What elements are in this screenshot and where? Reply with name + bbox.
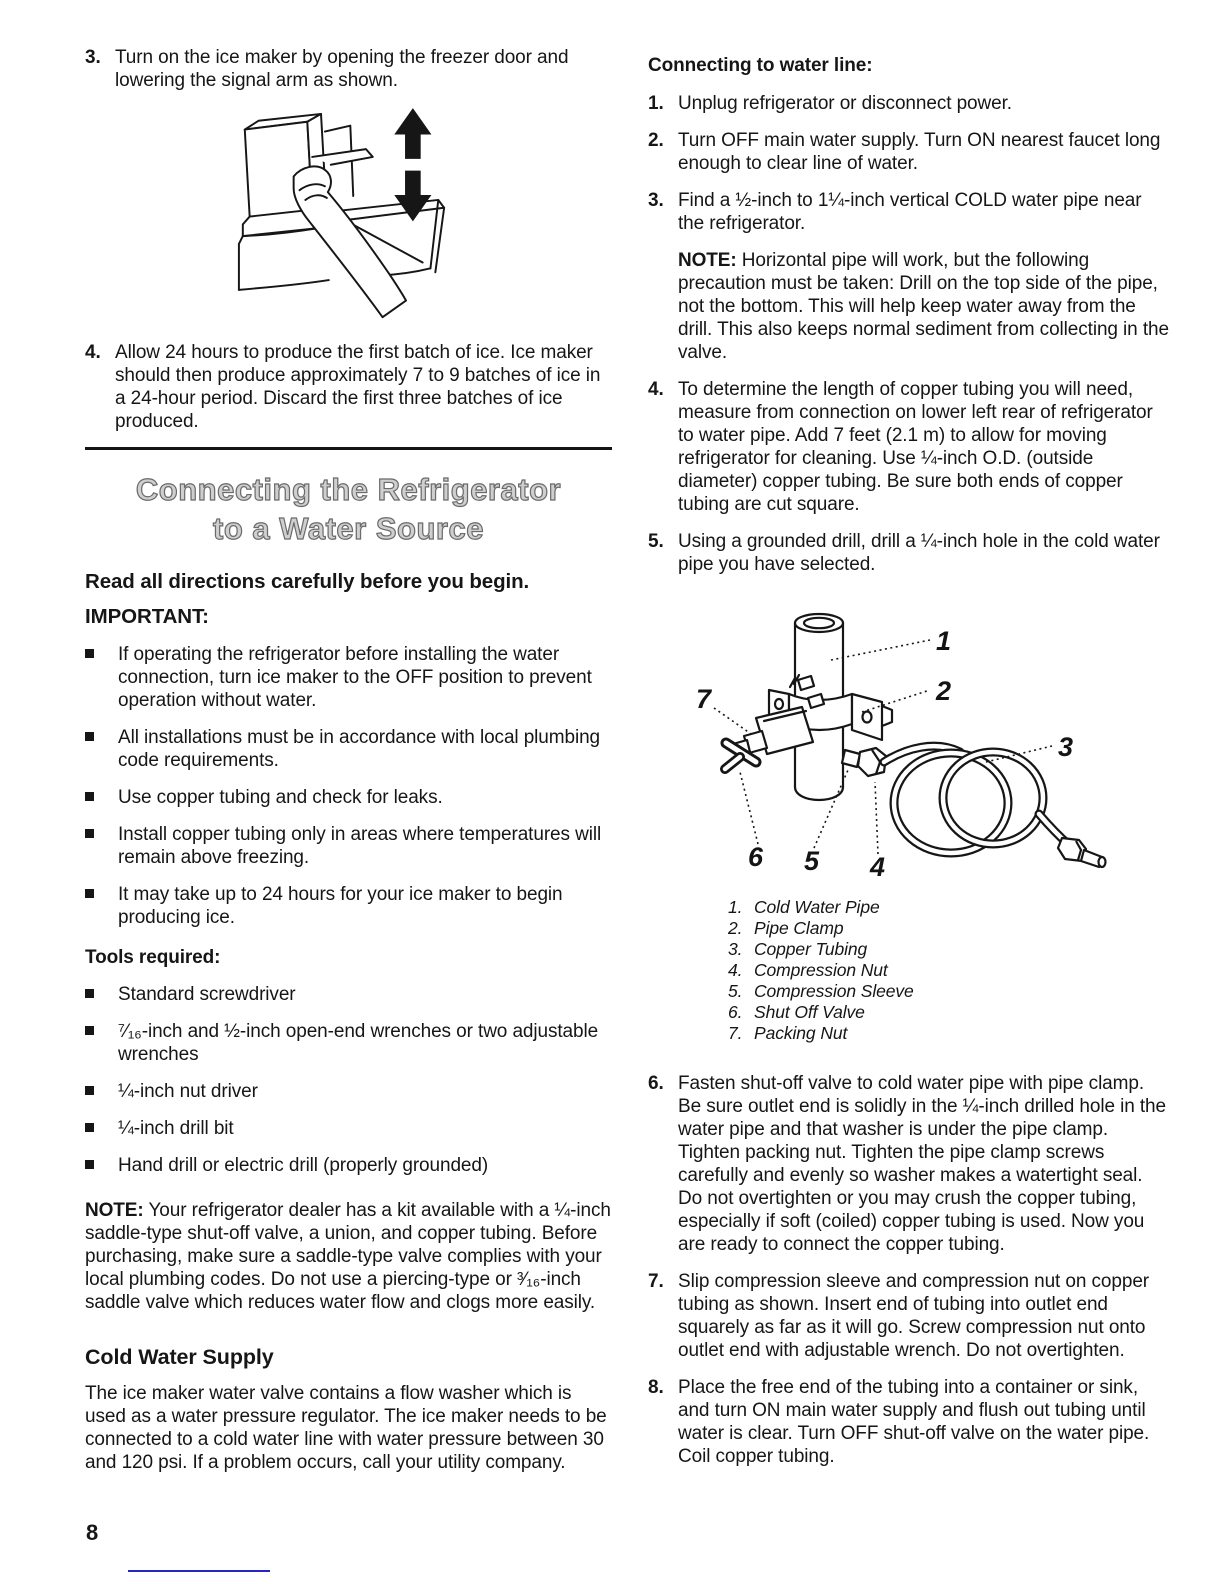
bullet-square-icon [85, 883, 118, 929]
important-bullet-5-text: It may take up to 24 hours for your ice maker to begin producing ice. [118, 884, 563, 928]
bullet-square-icon [85, 983, 118, 1006]
legend-item-7 [728, 1023, 1170, 1044]
legend-3-label: Copper Tubing [754, 939, 868, 959]
tool-bullet-2 [85, 1020, 612, 1066]
water-step-2 [648, 129, 1170, 175]
water-step-8 [648, 1376, 1170, 1468]
legend-7-number: 7. [728, 1023, 743, 1043]
dealer-kit-note [85, 1199, 612, 1314]
right-column [648, 46, 1170, 1488]
read-all-directions: Read all directions carefully before you begin. [85, 570, 530, 593]
water-step-5-number: 5. [648, 531, 664, 552]
bullet-square-icon [85, 726, 118, 772]
legend-1-number: 1. [728, 897, 743, 917]
callout-1: 1 [936, 626, 951, 656]
legend-5-number: 5. [728, 981, 743, 1001]
bullet-square-icon [85, 786, 118, 809]
important-bullet-4-text: Install copper tubing only in areas where temperatures will remain above freezing. [118, 824, 602, 868]
page-columns [85, 46, 1170, 1488]
legend-3-number: 3. [728, 939, 743, 959]
bullet-square-icon [85, 1080, 118, 1103]
cold-water-supply-text: The ice maker water valve contains a flow washer which is used as a water pressure regulator. The ice maker needs to be connected to a cold water line with water pressure between 30 and 120 psi. If a problem occurs, call your utility company. [85, 1383, 607, 1473]
bullet-square-icon [85, 1020, 118, 1066]
note-text: Horizontal pipe will work, but the following precaution must be taken: Drill on the top side of the pipe, not the bottom. This will help keep water away from the drill. This also keeps normal sediment from collecting in the valve. [678, 250, 1169, 363]
important-bullet-2-text: All installations must be in accordance with local plumbing code requirements. [118, 727, 601, 771]
tool-bullet-2-text: ⁷⁄₁₆-inch and ½-inch open-end wrenches or two adjustable wrenches [118, 1021, 599, 1065]
step-3-number: 3. [85, 47, 101, 68]
callout-2: 2 [936, 676, 951, 706]
callout-4: 4 [870, 852, 885, 882]
horizontal-pipe-note [678, 249, 1170, 364]
tool-bullet-5 [85, 1154, 612, 1177]
tool-bullet-4-text: ¼-inch drill bit [118, 1118, 234, 1139]
important-bullet-4 [85, 823, 612, 869]
water-step-7 [648, 1270, 1170, 1362]
water-step-6 [648, 1072, 1170, 1256]
legend-7-label: Packing Nut [754, 1023, 848, 1043]
water-step-6-number: 6. [648, 1073, 664, 1094]
diagram-legend [728, 897, 1170, 1044]
important-bullet-3-text: Use copper tubing and check for leaks. [118, 787, 443, 808]
legend-4-number: 4. [728, 960, 743, 980]
important-bullet-1 [85, 643, 612, 712]
water-step-3-number: 3. [648, 190, 664, 211]
connecting-water-line-heading: Connecting to water line: [648, 55, 873, 76]
step-3-text: Turn on the ice maker by opening the freezer door and lowering the signal arm as shown. [115, 47, 569, 91]
tool-bullet-3 [85, 1080, 612, 1103]
step-4 [85, 341, 612, 433]
water-step-1-text: Unplug refrigerator or disconnect power. [678, 93, 1012, 114]
section-title-line1: Connecting the Refrigerator [135, 472, 562, 507]
water-pipe-diagram [648, 590, 1170, 885]
water-step-8-text: Place the free end of the tubing into a container or sink, and turn ON main water supply and flush out tubing until water is clear. Turn OFF shut-off valve on the water pipe. Coil copper tubing. [678, 1377, 1150, 1467]
legend-1-label: Cold Water Pipe [754, 897, 880, 917]
legend-item-4 [728, 960, 1170, 981]
water-step-5 [648, 530, 1170, 576]
water-step-5-text: Using a grounded drill, drill a ¼-inch hole in the cold water pipe you have selected. [678, 531, 1160, 575]
water-step-3 [648, 189, 1170, 364]
section-title-line2: to a Water Source [213, 511, 484, 546]
section-title [85, 470, 612, 548]
bullet-square-icon [85, 643, 118, 712]
ice-maker-illustration [235, 106, 612, 331]
water-step-4-text: To determine the length of copper tubing you will need, measure from connection on lower left rear of refrigerator to water pipe. Add 7 feet (2.1 m) to allow for moving refrigerator for cleaning. Use ¼-inch O.D. (outside diameter) copper tubing. Be sure both ends of copper tubing are cut square. [678, 379, 1153, 515]
water-step-8-number: 8. [648, 1377, 664, 1398]
legend-2-label: Pipe Clamp [754, 918, 844, 938]
tools-required-label: Tools required: [85, 947, 221, 968]
callout-6: 6 [748, 842, 763, 872]
important-bullet-3 [85, 786, 612, 809]
legend-6-label: Shut Off Valve [754, 1002, 865, 1022]
water-step-4 [648, 378, 1170, 516]
water-step-2-text: Turn OFF main water supply. Turn ON nearest faucet long enough to clear line of water. [678, 130, 1161, 174]
water-step-2-number: 2. [648, 130, 664, 151]
tool-bullet-5-text: Hand drill or electric drill (properly grounded) [118, 1155, 489, 1176]
water-pipe-drawing-icon [648, 590, 1153, 885]
cold-water-supply-title: Cold Water Supply [85, 1345, 274, 1369]
note-label: NOTE: [678, 250, 737, 271]
legend-2-number: 2. [728, 918, 743, 938]
legend-item-2 [728, 918, 1170, 939]
water-step-3-main: Find a ½-inch to 1¼-inch vertical COLD water pipe near the refrigerator. [678, 190, 1142, 234]
callout-3: 3 [1058, 732, 1073, 762]
water-step-3-text [678, 189, 1170, 364]
tool-bullet-1 [85, 983, 612, 1006]
important-bullet-1-text: If operating the refrigerator before installing the water connection, turn ice maker to the OFF position to prevent operation without water. [118, 644, 592, 711]
note-label: NOTE: [85, 1200, 144, 1221]
section-divider [85, 447, 612, 450]
bullet-square-icon [85, 1117, 118, 1140]
callout-5: 5 [804, 846, 819, 876]
legend-6-number: 6. [728, 1002, 743, 1022]
step-4-text: Allow 24 hours to produce the first batch of ice. Ice maker should then produce approximately 7 to 9 batches of ice in a 24-hour period. Discard the first three batches of ice produced. [115, 342, 601, 432]
tool-bullet-1-text: Standard screwdriver [118, 984, 296, 1005]
bullet-square-icon [85, 823, 118, 869]
legend-item-5 [728, 981, 1170, 1002]
legend-item-1 [728, 897, 1170, 918]
note-text: Your refrigerator dealer has a kit available with a ¼-inch saddle-type shut-off valve, a union, and copper tubing. Before purchasing, make sure a saddle-type valve complies with your local plumbing codes. Do not use a piercing-type or ³⁄₁₆-inch saddle valve which reduces water flow and clogs more easily. [85, 1200, 611, 1313]
water-step-1-number: 1. [648, 93, 664, 114]
ice-maker-drawing-icon [235, 106, 450, 331]
water-step-1 [648, 92, 1170, 115]
legend-5-label: Compression Sleeve [754, 981, 914, 1001]
page-number: 8 [86, 1520, 99, 1545]
legend-item-3 [728, 939, 1170, 960]
step-3 [85, 46, 612, 92]
step-4-number: 4. [85, 342, 101, 363]
water-step-4-number: 4. [648, 379, 664, 400]
legend-item-6 [728, 1002, 1170, 1023]
footer-underline [128, 1570, 270, 1572]
callout-7: 7 [696, 684, 711, 714]
water-step-6-text: Fasten shut-off valve to cold water pipe with pipe clamp. Be sure outlet end is solidly in the ¼-inch drilled hole in the water pipe and that washer is under the pipe clamp. Tighten packing nut. Tighten the pipe clamp screws carefully and evenly so washer makes a watertight seal. Do not overtighten or you may crush the copper tubing, especially if soft (coiled) copper tubing is used. Now you are ready to connect the copper tubing. [678, 1073, 1166, 1255]
left-column [85, 46, 612, 1488]
bullet-square-icon [85, 1154, 118, 1177]
water-step-7-text: Slip compression sleeve and compression nut on copper tubing as shown. Insert end of tubing into outlet end squarely as far as it will go. Screw compression nut onto outlet end with adjustable wrench. Do not overtighten. [678, 1271, 1150, 1361]
tool-bullet-4 [85, 1117, 612, 1140]
water-step-7-number: 7. [648, 1271, 664, 1292]
tool-bullet-3-text: ¼-inch nut driver [118, 1081, 258, 1102]
important-bullet-2 [85, 726, 612, 772]
important-label: IMPORTANT: [85, 605, 209, 628]
legend-4-label: Compression Nut [754, 960, 888, 980]
important-bullet-5 [85, 883, 612, 929]
